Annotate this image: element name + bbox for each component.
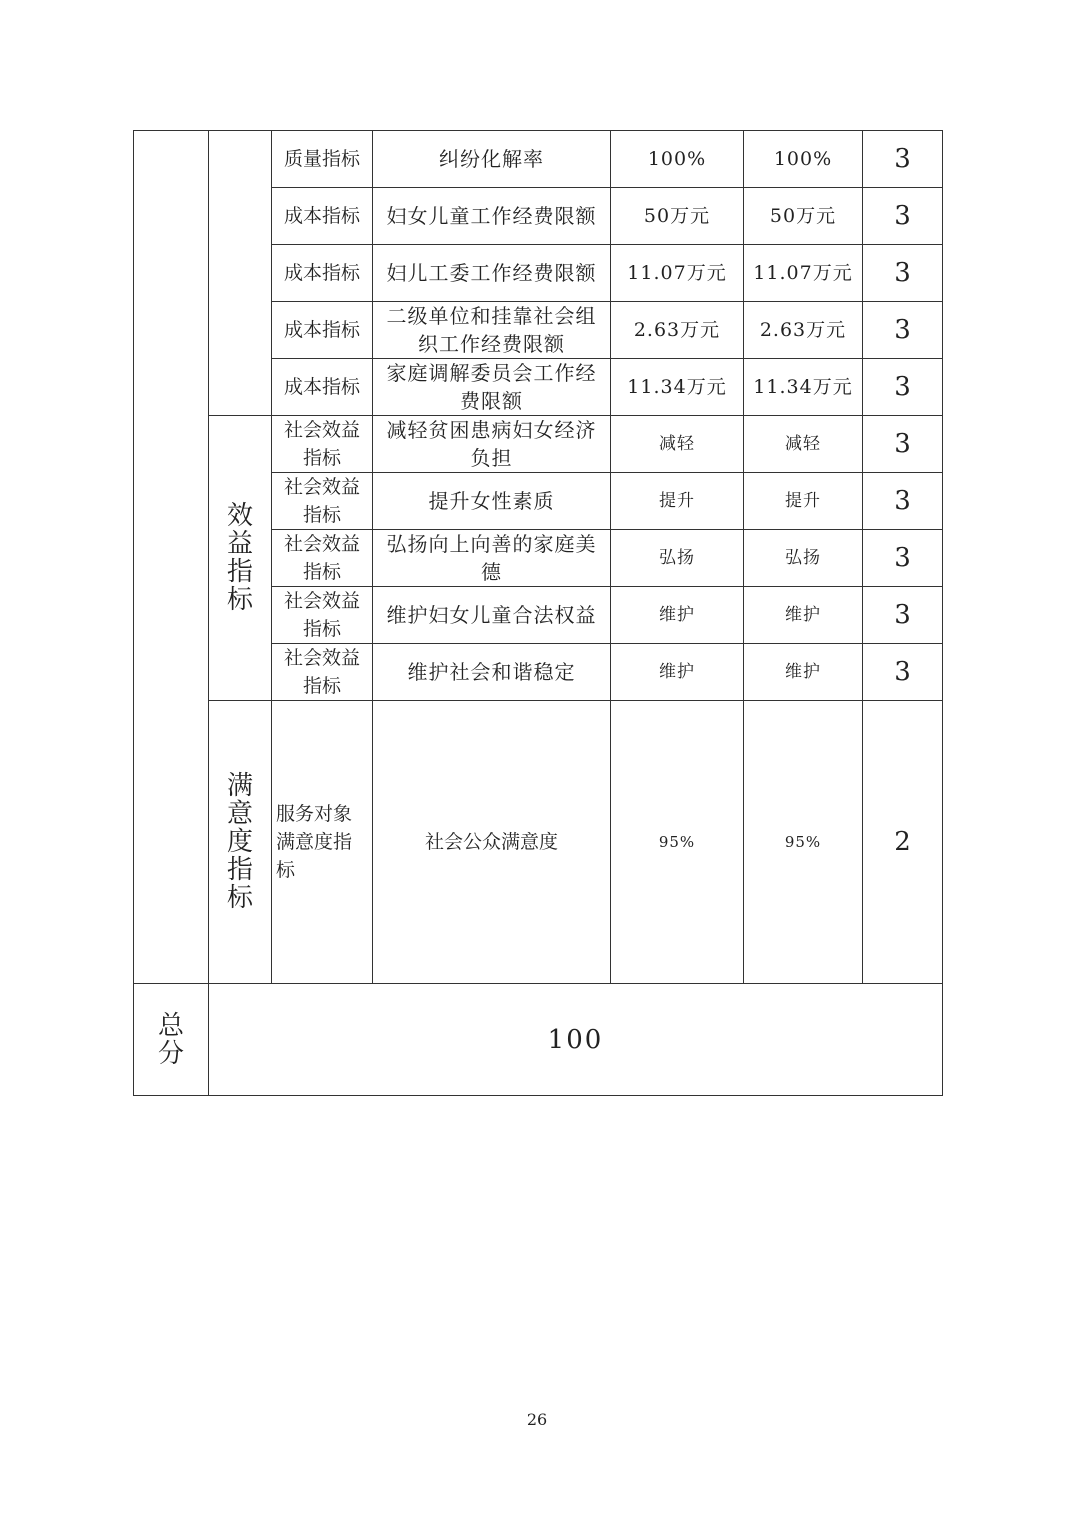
actual-value: 50万元: [744, 188, 863, 245]
score: 3: [863, 302, 943, 359]
sub-indicator: 成本指标: [272, 188, 373, 245]
score: 3: [863, 245, 943, 302]
sub-indicator: 社会效益指标: [272, 587, 373, 644]
metric-name: 弘扬向上向善的家庭美德: [373, 530, 611, 587]
score: 3: [863, 473, 943, 530]
metric-name: 维护妇女儿童合法权益: [373, 587, 611, 644]
metric-name: 妇女儿童工作经费限额: [373, 188, 611, 245]
score: 3: [863, 188, 943, 245]
actual-value: 100%: [744, 131, 863, 188]
sub-indicator: 质量指标: [272, 131, 373, 188]
actual-value: 提升: [744, 473, 863, 530]
target-value: 50万元: [611, 188, 744, 245]
table-row: [134, 701, 943, 984]
sub-indicator: 服务对象满意度指标: [272, 701, 373, 984]
actual-value: 95%: [744, 701, 863, 984]
score: 3: [863, 131, 943, 188]
metric-name: 提升女性素质: [373, 473, 611, 530]
score: 3: [863, 359, 943, 416]
table-row: [134, 131, 943, 188]
table-row: [134, 416, 943, 473]
metric-name: 家庭调解委员会工作经费限额: [373, 359, 611, 416]
performance-table: [133, 130, 943, 1096]
actual-value: 维护: [744, 644, 863, 701]
benefit-indicator-label: 效益指标: [209, 416, 272, 701]
metric-name: 二级单位和挂靠社会组织工作经费限额: [373, 302, 611, 359]
score: 3: [863, 587, 943, 644]
score: 3: [863, 530, 943, 587]
score: 2: [863, 701, 943, 984]
metric-name: 减轻贫困患病妇女经济负担: [373, 416, 611, 473]
sub-indicator: 成本指标: [272, 302, 373, 359]
target-value: 11.07万元: [611, 245, 744, 302]
target-value: 弘扬: [611, 530, 744, 587]
score: 3: [863, 416, 943, 473]
target-value: 提升: [611, 473, 744, 530]
sub-indicator: 社会效益指标: [272, 416, 373, 473]
target-value: 2.63万元: [611, 302, 744, 359]
sub-indicator: 成本指标: [272, 245, 373, 302]
metric-name: 社会公众满意度: [373, 701, 611, 984]
target-value: 11.34万元: [611, 359, 744, 416]
actual-value: 11.34万元: [744, 359, 863, 416]
metric-name: 维护社会和谐稳定: [373, 644, 611, 701]
target-value: 维护: [611, 587, 744, 644]
actual-value: 2.63万元: [744, 302, 863, 359]
sub-indicator: 社会效益指标: [272, 644, 373, 701]
sub-indicator: 社会效益指标: [272, 530, 373, 587]
actual-value: 维护: [744, 587, 863, 644]
target-value: 维护: [611, 644, 744, 701]
actual-value: 减轻: [744, 416, 863, 473]
score: 3: [863, 644, 943, 701]
target-value: 减轻: [611, 416, 744, 473]
level1-cell: [134, 131, 209, 984]
total-value: 100: [209, 984, 943, 1096]
sub-indicator: 成本指标: [272, 359, 373, 416]
page-number: 26: [526, 1410, 548, 1429]
satisfaction-indicator-label: 满意度指标: [209, 701, 272, 984]
metric-name: 妇儿工委工作经费限额: [373, 245, 611, 302]
metric-name: 纠纷化解率: [373, 131, 611, 188]
sub-indicator: 社会效益指标: [272, 473, 373, 530]
target-value: 100%: [611, 131, 744, 188]
total-row: [134, 984, 943, 1096]
target-value: 95%: [611, 701, 744, 984]
level2-output-cell: [209, 131, 272, 416]
actual-value: 弘扬: [744, 530, 863, 587]
total-label: 总分: [134, 984, 209, 1096]
actual-value: 11.07万元: [744, 245, 863, 302]
